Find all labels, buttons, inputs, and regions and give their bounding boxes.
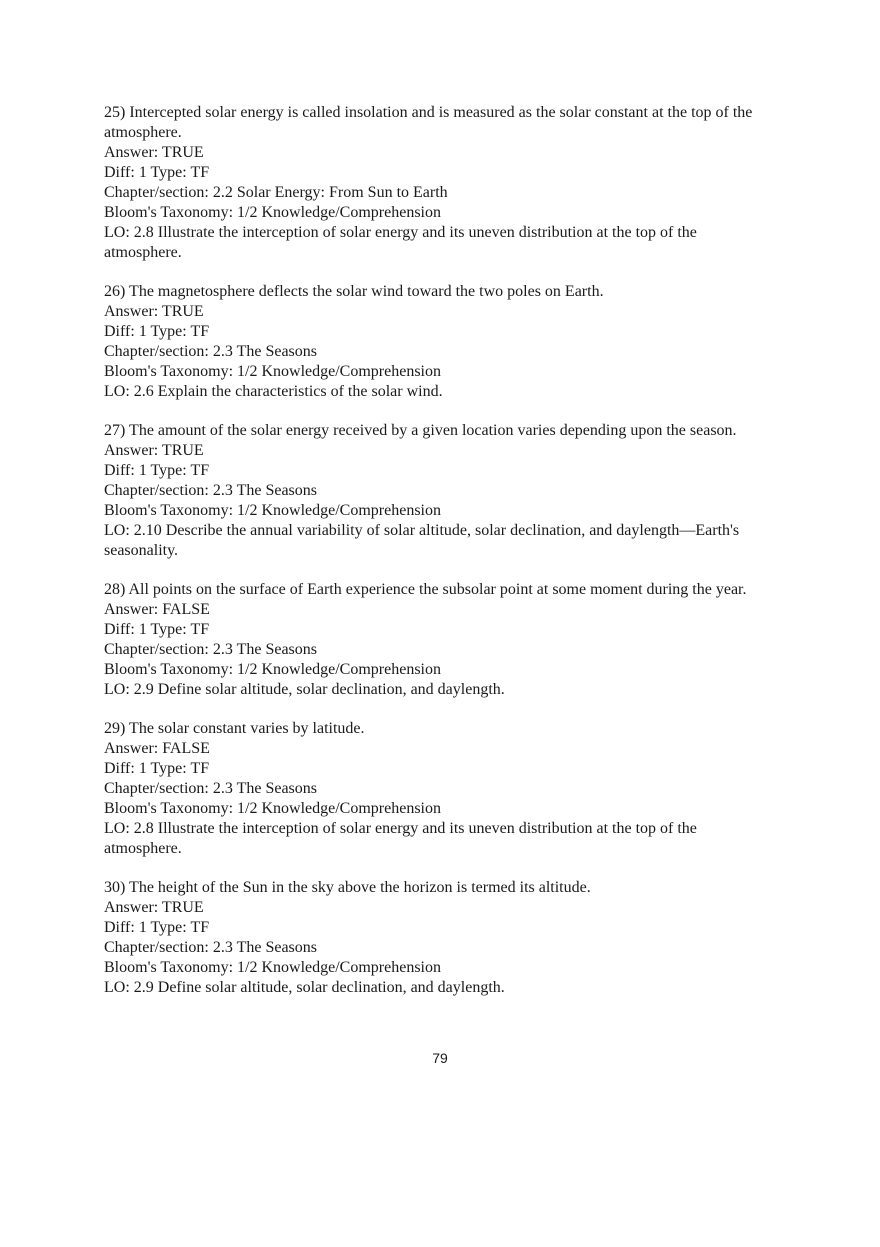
chapter-line: Chapter/section: 2.3 The Seasons (104, 343, 317, 360)
chapter-line: Chapter/section: 2.3 The Seasons (104, 641, 317, 658)
bloom-line: Bloom's Taxonomy: 1/2 Knowledge/Comprehension (104, 959, 441, 976)
learning-objective-line: LO: 2.10 Describe the annual variability of solar altitude, solar declination, and daylength—Earth's seasonality. (104, 522, 740, 559)
question-text: 29) The solar constant varies by latitude. (104, 720, 365, 737)
learning-objective-line: LO: 2.8 Illustrate the interception of solar energy and its uneven distribution at the top of the atmosphere. (104, 820, 697, 857)
answer-line: Answer: TRUE (104, 442, 204, 459)
question-block-25 (104, 103, 772, 263)
question-block-29 (104, 719, 772, 859)
answer-line: Answer: FALSE (104, 601, 210, 618)
learning-objective-line: LO: 2.9 Define solar altitude, solar declination, and daylength. (104, 979, 505, 996)
chapter-line: Chapter/section: 2.2 Solar Energy: From Sun to Earth (104, 184, 448, 201)
question-text: 26) The magnetosphere deflects the solar wind toward the two poles on Earth. (104, 283, 604, 300)
answer-line: Answer: TRUE (104, 303, 204, 320)
question-text: 27) The amount of the solar energy received by a given location varies depending upon the season. (104, 422, 737, 439)
bloom-line: Bloom's Taxonomy: 1/2 Knowledge/Comprehension (104, 363, 441, 380)
question-text: 28) All points on the surface of Earth experience the subsolar point at some moment during the year. (104, 581, 747, 598)
bloom-line: Bloom's Taxonomy: 1/2 Knowledge/Comprehension (104, 800, 441, 817)
difficulty-line: Diff: 1 Type: TF (104, 462, 210, 479)
bloom-line: Bloom's Taxonomy: 1/2 Knowledge/Comprehension (104, 502, 441, 519)
difficulty-line: Diff: 1 Type: TF (104, 323, 210, 340)
question-list (104, 103, 772, 1017)
answer-line: Answer: TRUE (104, 899, 204, 916)
page-number: 79 (432, 1050, 448, 1066)
answer-line: Answer: FALSE (104, 740, 210, 757)
question-text: 25) Intercepted solar energy is called insolation and is measured as the solar constant at the top of the atmosphere. (104, 104, 753, 141)
bloom-line: Bloom's Taxonomy: 1/2 Knowledge/Comprehension (104, 204, 441, 221)
chapter-line: Chapter/section: 2.3 The Seasons (104, 780, 317, 797)
answer-line: Answer: TRUE (104, 144, 204, 161)
difficulty-line: Diff: 1 Type: TF (104, 621, 210, 638)
question-text: 30) The height of the Sun in the sky above the horizon is termed its altitude. (104, 879, 591, 896)
question-block-26 (104, 282, 772, 402)
bloom-line: Bloom's Taxonomy: 1/2 Knowledge/Comprehension (104, 661, 441, 678)
chapter-line: Chapter/section: 2.3 The Seasons (104, 939, 317, 956)
learning-objective-line: LO: 2.8 Illustrate the interception of solar energy and its uneven distribution at the top of the atmosphere. (104, 224, 697, 261)
question-block-30 (104, 878, 772, 998)
difficulty-line: Diff: 1 Type: TF (104, 919, 210, 936)
difficulty-line: Diff: 1 Type: TF (104, 164, 210, 181)
learning-objective-line: LO: 2.6 Explain the characteristics of the solar wind. (104, 383, 443, 400)
learning-objective-line: LO: 2.9 Define solar altitude, solar declination, and daylength. (104, 681, 505, 698)
question-block-27 (104, 421, 772, 561)
chapter-line: Chapter/section: 2.3 The Seasons (104, 482, 317, 499)
difficulty-line: Diff: 1 Type: TF (104, 760, 210, 777)
question-block-28 (104, 580, 772, 700)
